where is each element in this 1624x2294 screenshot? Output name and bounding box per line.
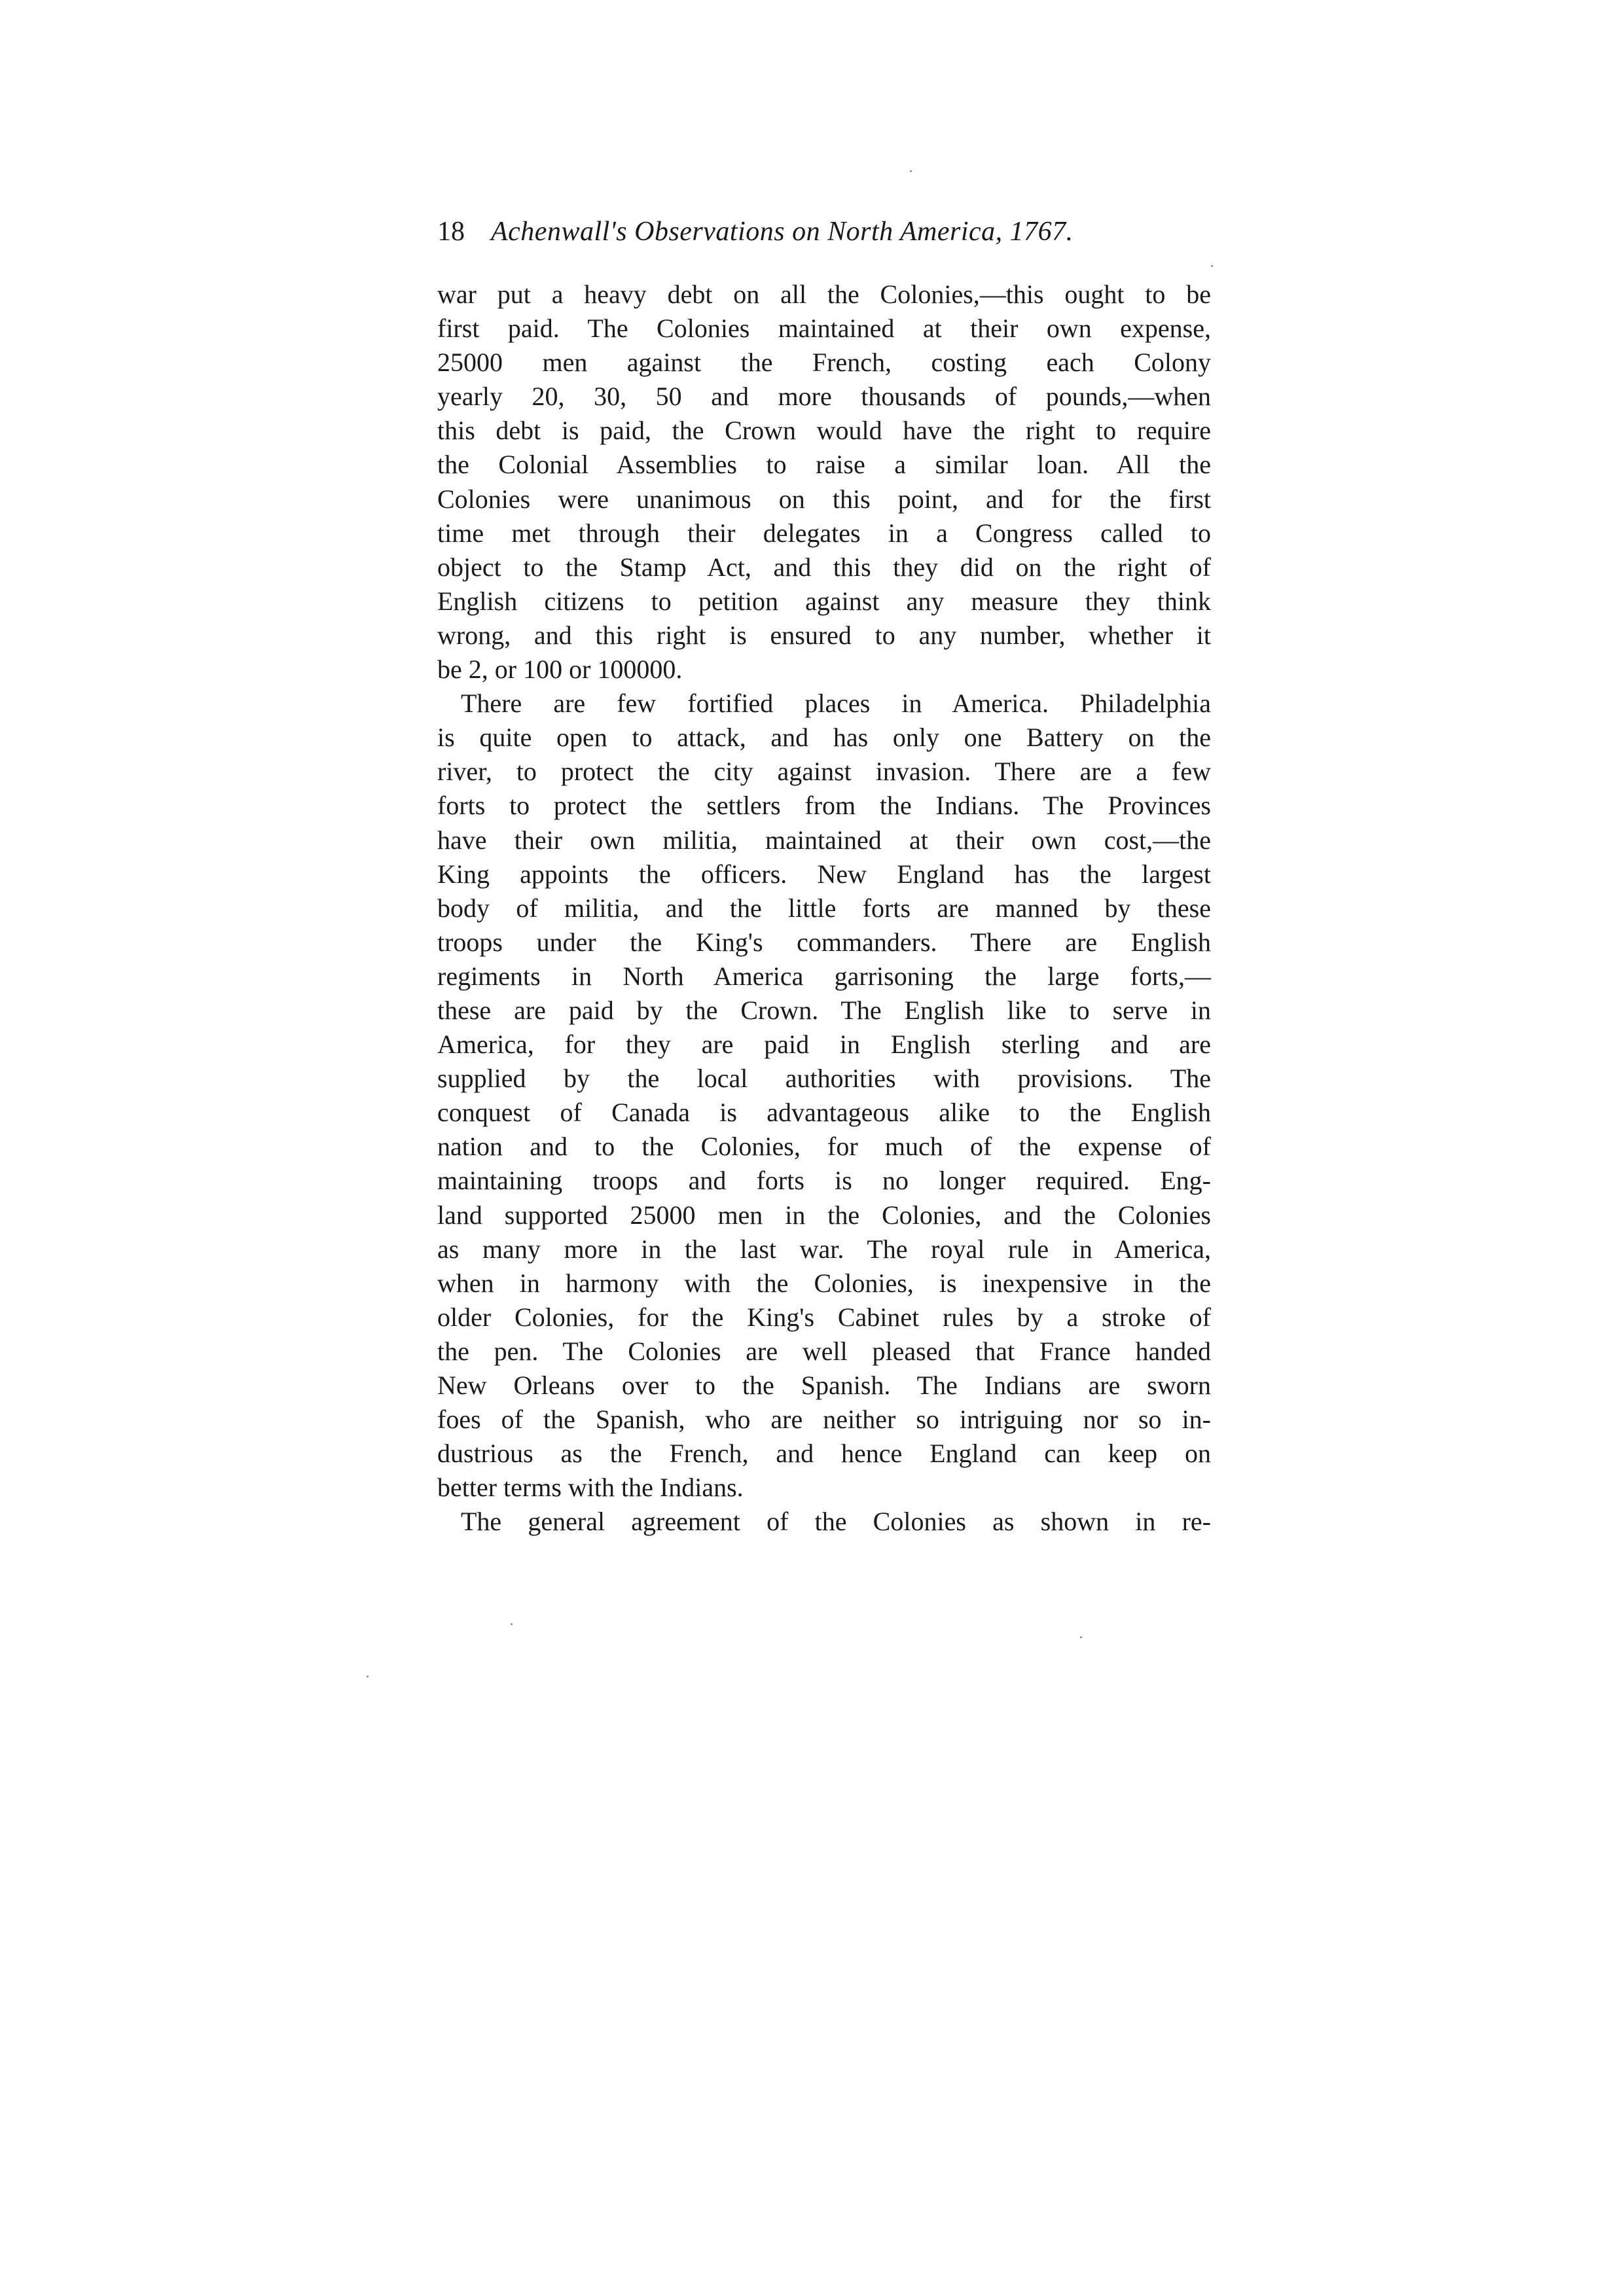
- text-line: forts to protect the settlers from the Indians. The Provinces: [437, 791, 1211, 821]
- paragraph: [437, 278, 1211, 687]
- text-line: King appoints the officers. New England has the largest: [437, 859, 1211, 889]
- scan-speck: [1080, 1636, 1082, 1638]
- text-line: conquest of Canada is advantageous alike to the English: [437, 1098, 1211, 1128]
- text-line: troops under the King's commanders. There are English: [437, 927, 1211, 957]
- text-line: time met through their delegates in a Congress called to: [437, 518, 1211, 548]
- scan-speck: [367, 1676, 369, 1677]
- text-line: river, to protect the city against invasion. There are a few: [437, 757, 1211, 787]
- text-line: dustrious as the French, and hence England can keep on: [437, 1439, 1211, 1469]
- text-line: war put a heavy debt on all the Colonies,—this ought to be: [437, 279, 1211, 309]
- text-line: as many more in the last war. The royal rule in America,: [437, 1234, 1211, 1264]
- text-line: 25000 men against the French, costing each Colony: [437, 348, 1211, 378]
- running-header: [437, 216, 1213, 255]
- text-line: these are paid by the Crown. The English like to serve in: [437, 995, 1211, 1025]
- scan-speck: [511, 1623, 513, 1625]
- text-line: object to the Stamp Act, and this they did on the right of: [437, 552, 1211, 582]
- text-line: older Colonies, for the King's Cabinet rules by a stroke of: [437, 1302, 1211, 1332]
- text-line: yearly 20, 30, 50 and more thousands of pounds,—when: [437, 382, 1211, 412]
- scan-speck: [1211, 265, 1213, 267]
- text-line: nation and to the Colonies, for much of the expense of: [437, 1132, 1211, 1162]
- text-line: this debt is paid, the Crown would have the right to require: [437, 416, 1211, 446]
- text-line: regiments in North America garrisoning the large forts,—: [437, 961, 1211, 991]
- text-line: New Orleans over to the Spanish. The Indians are sworn: [437, 1371, 1211, 1400]
- text-line: foes of the Spanish, who are neither so intriguing nor so in-: [437, 1405, 1211, 1435]
- text-line: America, for they are paid in English sterling and are: [437, 1030, 1211, 1060]
- text-line: land supported 25000 men in the Colonies, and the Colonies: [437, 1200, 1211, 1230]
- text-line: Colonies were unanimous on this point, and for the first: [437, 484, 1211, 514]
- text-line: have their own militia, maintained at their own cost,—the: [437, 825, 1211, 855]
- text-line: be 2, or 100 or 100000.: [437, 654, 683, 685]
- text-line: body of militia, and the little forts are manned by these: [437, 893, 1211, 923]
- text-line: maintaining troops and forts is no longer required. Eng-: [437, 1166, 1211, 1196]
- text-line: The general agreement of the Colonies as shown in re-: [461, 1507, 1211, 1537]
- text-line: first paid. The Colonies maintained at their own expense,: [437, 314, 1211, 344]
- text-line: is quite open to attack, and has only one Battery on the: [437, 723, 1211, 753]
- text-line: the Colonial Assemblies to raise a similar loan. All the: [437, 450, 1211, 480]
- text-line: the pen. The Colonies are well pleased that France handed: [437, 1336, 1211, 1366]
- text-line: when in harmony with the Colonies, is inexpensive in the: [437, 1268, 1211, 1298]
- text-line: wrong, and this right is ensured to any number, whether it: [437, 620, 1211, 650]
- text-line: English citizens to petition against any measure they think: [437, 586, 1211, 616]
- page-number: 18: [437, 217, 465, 247]
- text-line: better terms with the Indians.: [437, 1473, 744, 1503]
- text-line: supplied by the local authorities with provisions. The: [437, 1064, 1211, 1094]
- paragraph: [437, 1505, 1211, 1539]
- paragraph: [437, 687, 1211, 1505]
- text-line: There are few fortified places in America. Philadelphia: [461, 689, 1211, 719]
- scan-speck: [910, 170, 912, 172]
- running-title: Achenwall's Observations on North America, 1767.: [491, 217, 1074, 247]
- body-text: [437, 278, 1211, 1539]
